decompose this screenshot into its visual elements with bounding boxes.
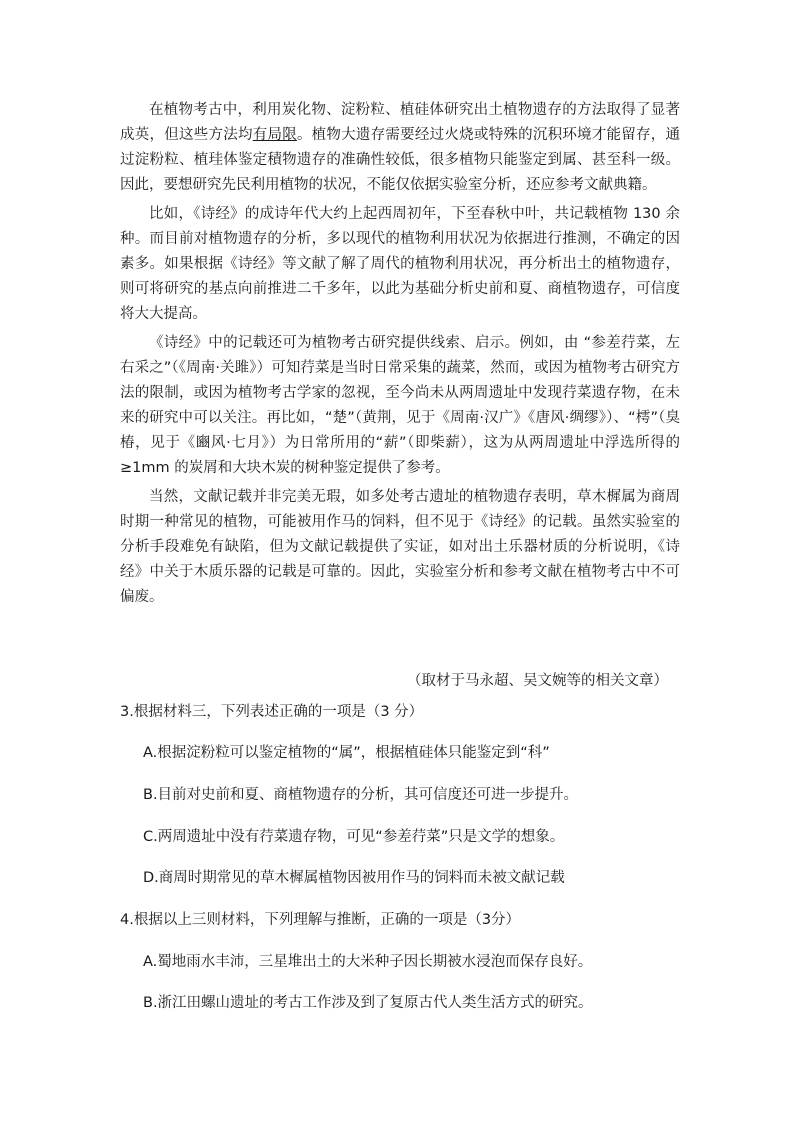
underlined-phrase: 有局限 <box>252 127 297 143</box>
passage-paragraph-4: 当然，文献记载并非完美无瑕，如多处考古遗址的植物遗存表明，草木樨属为商周时期一种常见的植物，可能被用作马的饲料，但不见于《诗经》的记载。虽然实验室的分析手段难免有缺陷，但为文献记载提供了实证，如对出土乐器材质的分析说明，《诗经》中关于木质乐器的记载是可靠的。因此，实验室分析和参考文献在植物考古中不可偏废。 <box>120 489 680 605</box>
question-4-option-b: B.浙江田螺山遗址的考古工作涉及到了复原古代人类生活方式的研究。 <box>143 995 593 1011</box>
reading-passage <box>120 98 680 614</box>
question-3-stem: 3.根据材料三，下列表述正确的一项是（3 分） <box>120 704 424 720</box>
passage-paragraph-3: 《诗经》中的记载还可为植物考古研究提供线索、启示。例如，由 “参差荇菜，左右采之”（《周南·关雎》）可知荇菜是当时日常采集的蔬菜，然而，或因为植物考古研究方法的限制，或因为植物考古学家的忽视，至今尚未从两周遗址中发现荇菜遗存物，在未来的研究中可以关注。再比如，“楚”（黄荆，见于《周南·汉广》《唐风·绸缪》）、“樗”（臭椿，见于《豳风·七月》）为日常所用的“薪”（即柴薪），这为从两周遗址中浮选所得的≥1mm 的炭屑和大块木炭的树种鉴定提供了参考。 <box>120 335 680 476</box>
question-3-option-a: A.根据淀粉粒可以鉴定植物的“属”，根据植硅体只能鉴定到“科” <box>143 745 550 761</box>
question-3-option-d: D.商周时期常见的草木樨属植物因被用作马的饲料而未被文献记载 <box>143 870 565 886</box>
question-4-stem: 4.根据以上三则材料，下列理解与推断，正确的一项是（3分） <box>120 912 521 928</box>
passage-paragraph-1: 在植物考古中，利用炭化物、淀粉粒、植硅体研究出土植物遗存的方法取得了显著成英，但这些方法均有局限。植物大遗存需要经过火烧或特殊的沉积环境才能留存，通过淀粉粒、植珪体鉴定積物遗存的准确性较低，很多植物只能鉴定到属、甚至科一级。因此，要想研究先民利用植物的状况，不能仅依据实验室分析，还应参考文献典籍。 <box>120 102 681 193</box>
question-3-option-c: C.两周遗址中没有荇菜遗存物，可见“参差荇菜”只是文学的想象。 <box>143 829 565 845</box>
question-3-option-b: B.目前对史前和夏、商植物遗存的分析，其可信度还可进一步提升。 <box>143 787 579 803</box>
source-citation: （取材于马永超、吴文婉等的相关文章） <box>407 673 668 689</box>
passage-paragraph-2: 比如，《诗经》的成诗年代大约上起西周初年，下至春秋中叶，共记载植物 130 余种。而目前对植物遗存的分析，多以现代的植物利用状况为依据进行推测，不确定的因素多。如果根据《诗经》等文献了解了周代的植物利用状况，再分析出土的植物遗存，则可将研究的基点向前推进二千多年，以此为基础分析史前和夏、商植物遗存，可信度将大大提高。 <box>120 206 680 322</box>
question-4-option-a: A.蜀地雨水丰沛，三星堆出土的大米种子因长期被水浸泡而保存良好。 <box>143 954 593 970</box>
